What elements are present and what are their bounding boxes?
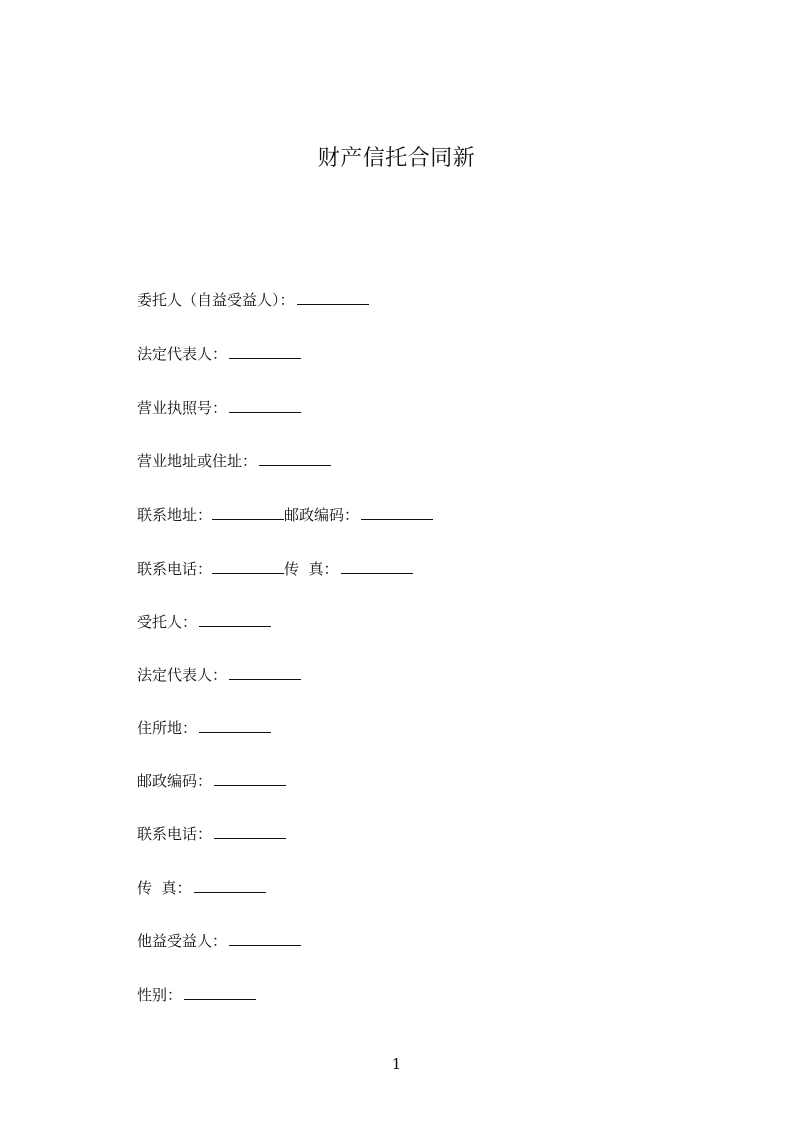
gender-line [137,985,256,1005]
gender-label: 性别： [137,986,183,1004]
contact-address-label: 联系地址： [137,506,213,524]
trustee-postal-code-line [137,771,286,791]
document-title: 财产信托合同新 [317,146,476,171]
business-license-blank [229,398,301,413]
gender-blank [184,985,256,1000]
other-beneficiary-blank [229,931,301,946]
fax-label: 传 真： [284,560,339,578]
trustee-phone-blank [214,824,286,839]
trustee-fax-label: 传 真： [137,879,192,897]
trustee-domicile-label: 住所地： [137,719,198,737]
trustee-phone-line [137,824,286,844]
trustor-legal-rep-line [137,344,301,364]
contact-phone-label: 联系电话： [137,560,213,578]
postal-code-label: 邮政编码： [284,506,360,524]
trustee-line [137,612,271,632]
postal-code-blank [361,505,433,520]
trustee-legal-rep-blank [229,665,301,680]
trustee-postal-code-blank [214,771,286,786]
business-address-line [137,451,331,471]
other-beneficiary-line [137,931,301,951]
trustee-legal-rep-label: 法定代表人： [137,666,228,684]
other-beneficiary-label: 他益受益人： [137,932,228,950]
trustor-legal-rep-blank [229,344,301,359]
trustee-fax-line [137,878,266,898]
trustee-label: 受托人： [137,613,198,631]
trustor-line [137,290,369,310]
business-address-label: 营业地址或住址： [137,452,258,470]
trustee-fax-blank [194,878,266,893]
contact-phone-blank [212,559,284,574]
trustor-blank [297,290,369,305]
trustee-domicile-blank [199,718,271,733]
trustor-legal-rep-label: 法定代表人： [137,345,228,363]
trustee-phone-label: 联系电话： [137,825,213,843]
contact-phone-line [137,559,413,579]
business-license-line [137,398,301,418]
business-address-blank [259,451,331,466]
trustee-postal-code-label: 邮政编码： [137,772,213,790]
trustor-label: 委托人（自益受益人）： [137,291,295,309]
fax-blank [341,559,413,574]
page-number: 1 [391,1055,402,1073]
trustee-legal-rep-line [137,665,301,685]
trustee-domicile-line [137,718,271,738]
contact-address-blank [212,505,284,520]
trustee-blank [199,612,271,627]
contact-address-line [137,505,433,525]
business-license-label: 营业执照号： [137,399,228,417]
